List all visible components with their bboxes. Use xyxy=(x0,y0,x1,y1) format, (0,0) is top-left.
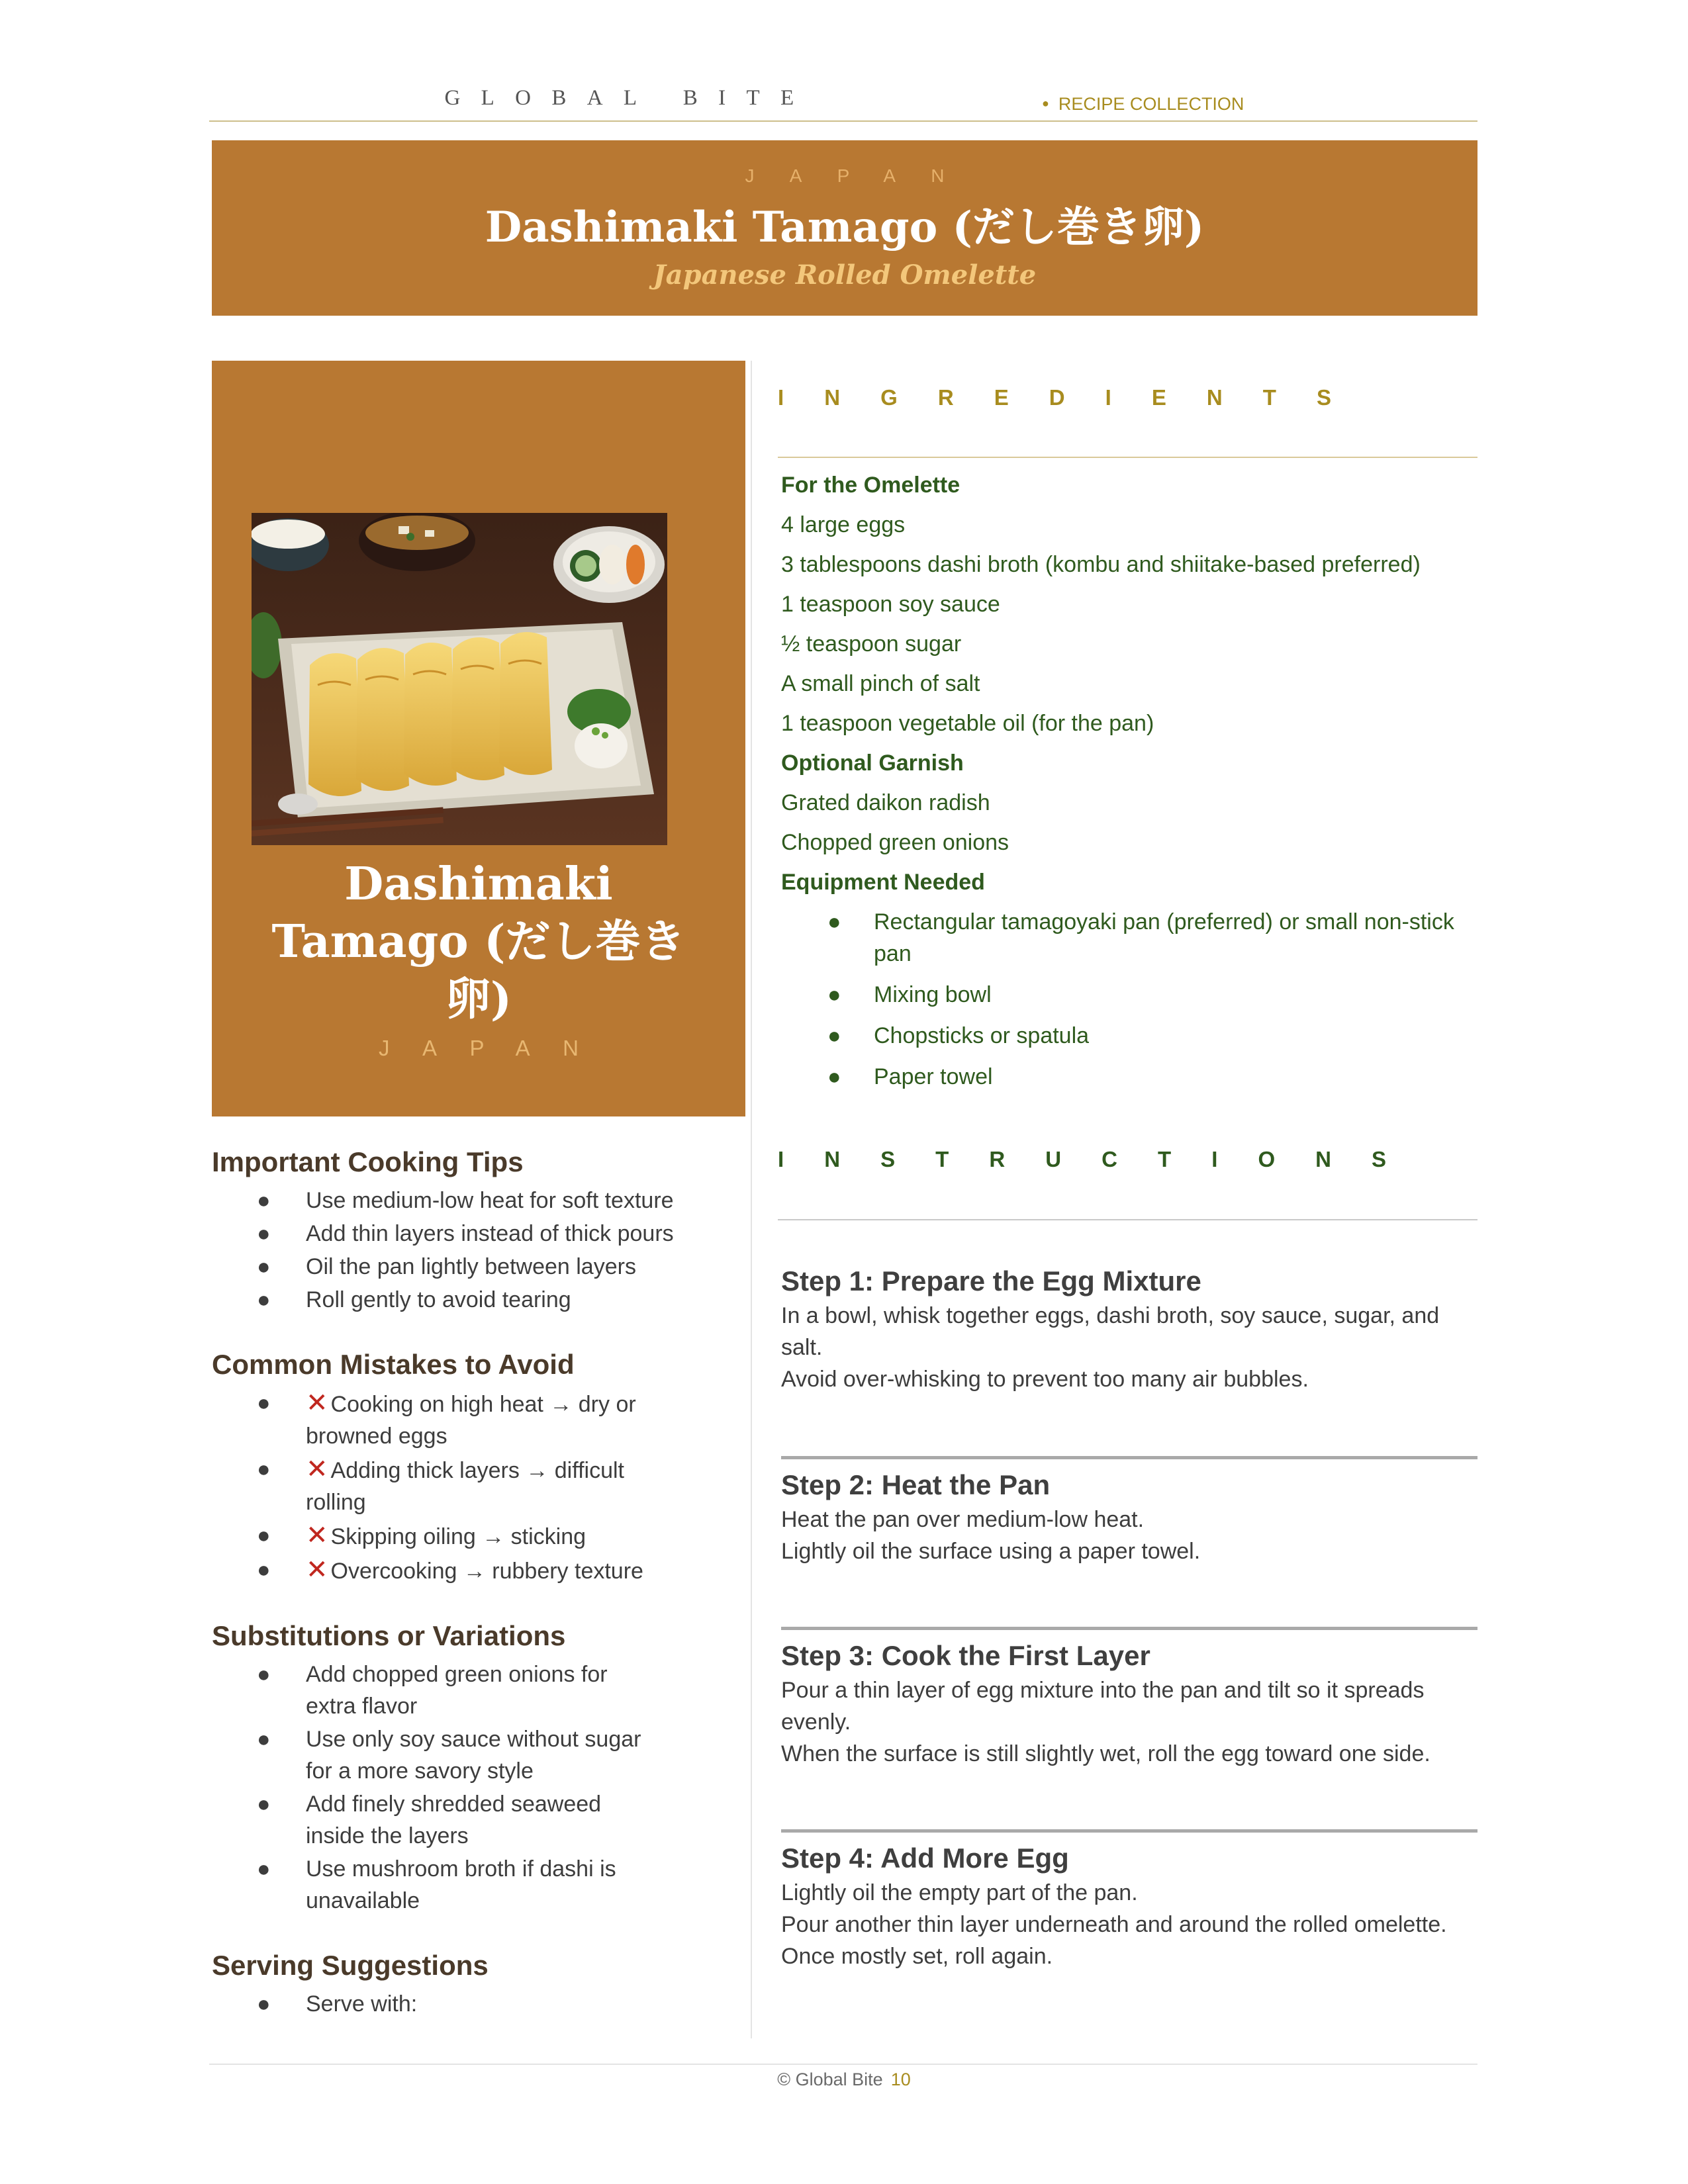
step-text: When the surface is still slightly wet, roll the egg toward one side. xyxy=(781,1741,1430,1766)
step-title: Step 3: Cook the First Layer xyxy=(781,1640,1150,1671)
equipment-list xyxy=(778,906,1477,1093)
step-divider xyxy=(781,1829,1477,1833)
list-item-text: Paper towel xyxy=(874,1064,993,1089)
list-item-text: Adding thick layers → difficult rolling xyxy=(306,1458,624,1515)
ingredient-item: ½ teaspoon sugar xyxy=(781,631,962,657)
step-2 xyxy=(781,1467,1477,1567)
list-item-text: Add finely shredded seaweed inside the layers xyxy=(306,1792,602,1848)
ingredients-list xyxy=(778,465,1477,1102)
list-item xyxy=(212,1185,735,1216)
step-title: Step 1: Prepare the Egg Mixture xyxy=(781,1265,1201,1297)
mistakes-list xyxy=(212,1387,735,1587)
step-text: Avoid over-whisking to prevent too many air bubbles. xyxy=(781,1367,1309,1392)
bullet-icon: ● xyxy=(257,1188,271,1213)
instructions-heading: INSTRUCTIONS xyxy=(778,1147,1427,1171)
step-3 xyxy=(781,1637,1477,1770)
tips-section xyxy=(212,1146,735,2053)
step-divider xyxy=(781,1627,1477,1630)
card-country: JAPAN xyxy=(379,1036,612,1060)
bullet-icon: ● xyxy=(257,1792,271,1817)
list-item-text: Cooking on high heat → dry or browned eggs xyxy=(306,1392,636,1449)
card-title-line: Tamago (だし巻き xyxy=(271,915,686,968)
list-item xyxy=(212,1520,735,1553)
bullet-icon: ● xyxy=(257,1856,271,1882)
mistakes-heading: Common Mistakes to Avoid xyxy=(212,1349,575,1380)
cross-icon: ✕ xyxy=(306,1388,328,1418)
bullet-icon: ● xyxy=(257,1221,271,1246)
ingredients-heading: INGREDIENTS xyxy=(778,385,1372,410)
step-text: Heat the pan over medium-low heat. xyxy=(781,1507,1145,1532)
recipe-card xyxy=(212,361,745,1116)
list-item-text: Add chopped green onions for extra flavor xyxy=(306,1662,608,1719)
variations-list xyxy=(212,1659,735,1917)
list-item-text: Use medium-low heat for soft texture xyxy=(306,1188,674,1213)
bullet-icon: ● xyxy=(827,1023,841,1048)
list-item xyxy=(778,906,1477,970)
page-number: 10 xyxy=(890,2070,911,2089)
collection-label xyxy=(1042,94,1244,114)
bullet-icon: ● xyxy=(827,909,841,934)
garnish-heading: Optional Garnish xyxy=(781,751,964,776)
collection-text: RECIPE COLLECTION xyxy=(1058,94,1244,114)
ingredient-item: 3 tablespoons dashi broth (kombu and shiitake-based preferred) xyxy=(781,552,1421,577)
list-item-text: Use mushroom broth if dashi is unavailable xyxy=(306,1856,616,1913)
list-item xyxy=(212,1659,735,1722)
bullet-icon: ● xyxy=(257,1457,271,1482)
dish-photo xyxy=(252,513,667,845)
copyright: © Global Bite xyxy=(777,2070,883,2089)
list-item-text: Overcooking → rubbery texture xyxy=(330,1559,643,1584)
step-title: Step 4: Add More Egg xyxy=(781,1843,1069,1874)
step-text: Lightly oil the surface using a paper towel. xyxy=(781,1539,1201,1564)
bullet-dot-icon: ● xyxy=(1042,97,1049,110)
list-item xyxy=(212,1853,735,1917)
bullet-icon: ● xyxy=(257,1727,271,1752)
hero-country: JAPAN xyxy=(745,165,980,186)
cross-icon: ✕ xyxy=(306,1555,328,1584)
step-divider xyxy=(781,1456,1477,1459)
list-item xyxy=(212,1988,735,2020)
ingredients-rule xyxy=(778,457,1477,458)
list-item xyxy=(212,1284,735,1316)
step-text: Pour another thin layer underneath and around the rolled omelette. xyxy=(781,1912,1447,1937)
bullet-icon: ● xyxy=(257,1390,271,1416)
cooking-tips-list xyxy=(212,1185,735,1316)
list-item-text: Oil the pan lightly between layers xyxy=(306,1254,636,1279)
card-title-line: 卵) xyxy=(445,973,512,1026)
header-rule xyxy=(209,120,1477,122)
hero-banner xyxy=(212,140,1477,316)
list-item xyxy=(212,1788,735,1852)
ingredient-item: 4 large eggs xyxy=(781,512,906,537)
list-item xyxy=(212,1723,735,1787)
list-item xyxy=(212,1453,735,1518)
bullet-icon: ● xyxy=(827,1064,841,1089)
bullet-icon: ● xyxy=(257,1557,271,1582)
serving-list xyxy=(212,1988,735,2020)
brand-name: GLOBAL BITE xyxy=(444,86,815,110)
list-item-text: Roll gently to avoid tearing xyxy=(306,1287,571,1312)
list-item xyxy=(212,1387,735,1452)
list-item-text: Chopsticks or spatula xyxy=(874,1023,1090,1048)
column-divider xyxy=(751,361,752,2038)
cooking-tips-heading: Important Cooking Tips xyxy=(212,1146,524,1177)
list-item-text: Use only soy sauce without sugar for a more savory style xyxy=(306,1727,641,1784)
step-text: In a bowl, whisk together eggs, dashi broth, soy sauce, sugar, and salt. xyxy=(781,1303,1440,1360)
variations-heading: Substitutions or Variations xyxy=(212,1620,566,1651)
cross-icon: ✕ xyxy=(306,1455,328,1484)
list-item xyxy=(212,1218,735,1250)
bullet-icon: ● xyxy=(257,1254,271,1279)
running-header xyxy=(209,86,1477,120)
step-title: Step 2: Heat the Pan xyxy=(781,1469,1051,1500)
list-item-text: Mixing bowl xyxy=(874,982,992,1007)
recipe-title: Dashimaki Tamago (だし巻き卵) xyxy=(485,203,1205,252)
list-item xyxy=(212,1554,735,1587)
card-title-line: Dashimaki xyxy=(344,858,613,911)
ingredient-item: Chopped green onions xyxy=(781,830,1009,855)
cross-icon: ✕ xyxy=(306,1521,328,1550)
footer-rule xyxy=(209,2064,1477,2065)
ingredient-item: A small pinch of salt xyxy=(781,671,980,696)
step-text: Pour a thin layer of egg mixture into the pan and tilt so it spreads evenly. xyxy=(781,1678,1425,1735)
list-item-text: Skipping oiling → sticking xyxy=(330,1524,586,1549)
bullet-icon: ● xyxy=(257,1287,271,1312)
list-item-text: Add thin layers instead of thick pours xyxy=(306,1221,674,1246)
ingredient-item: 1 teaspoon vegetable oil (for the pan) xyxy=(781,711,1154,736)
list-item xyxy=(778,1020,1477,1052)
equipment-heading: Equipment Needed xyxy=(781,870,985,895)
list-item xyxy=(778,1061,1477,1093)
step-1 xyxy=(781,1263,1477,1395)
list-item xyxy=(212,1251,735,1283)
list-item-text: Rectangular tamagoyaki pan (preferred) or small non-stick pan xyxy=(874,909,1454,966)
instructions-rule xyxy=(778,1219,1477,1220)
recipe-subtitle: Japanese Rolled Omelette xyxy=(653,259,1037,291)
bullet-icon: ● xyxy=(257,1523,271,1548)
ingredient-item: Grated daikon radish xyxy=(781,790,990,815)
list-item-text: Serve with: xyxy=(306,1991,418,2017)
bullet-icon: ● xyxy=(257,1662,271,1687)
serving-heading: Serving Suggestions xyxy=(212,1950,489,1981)
step-4 xyxy=(781,1840,1477,1972)
page-footer xyxy=(0,2066,1688,2093)
ingredient-item: 1 teaspoon soy sauce xyxy=(781,592,1000,617)
bullet-icon: ● xyxy=(827,982,841,1007)
step-text: Lightly oil the empty part of the pan. xyxy=(781,1880,1138,1905)
card-title xyxy=(225,856,732,1028)
list-item xyxy=(778,979,1477,1011)
omelette-heading: For the Omelette xyxy=(781,473,961,498)
step-text: Once mostly set, roll again. xyxy=(781,1944,1053,1969)
bullet-icon: ● xyxy=(257,1991,271,2017)
